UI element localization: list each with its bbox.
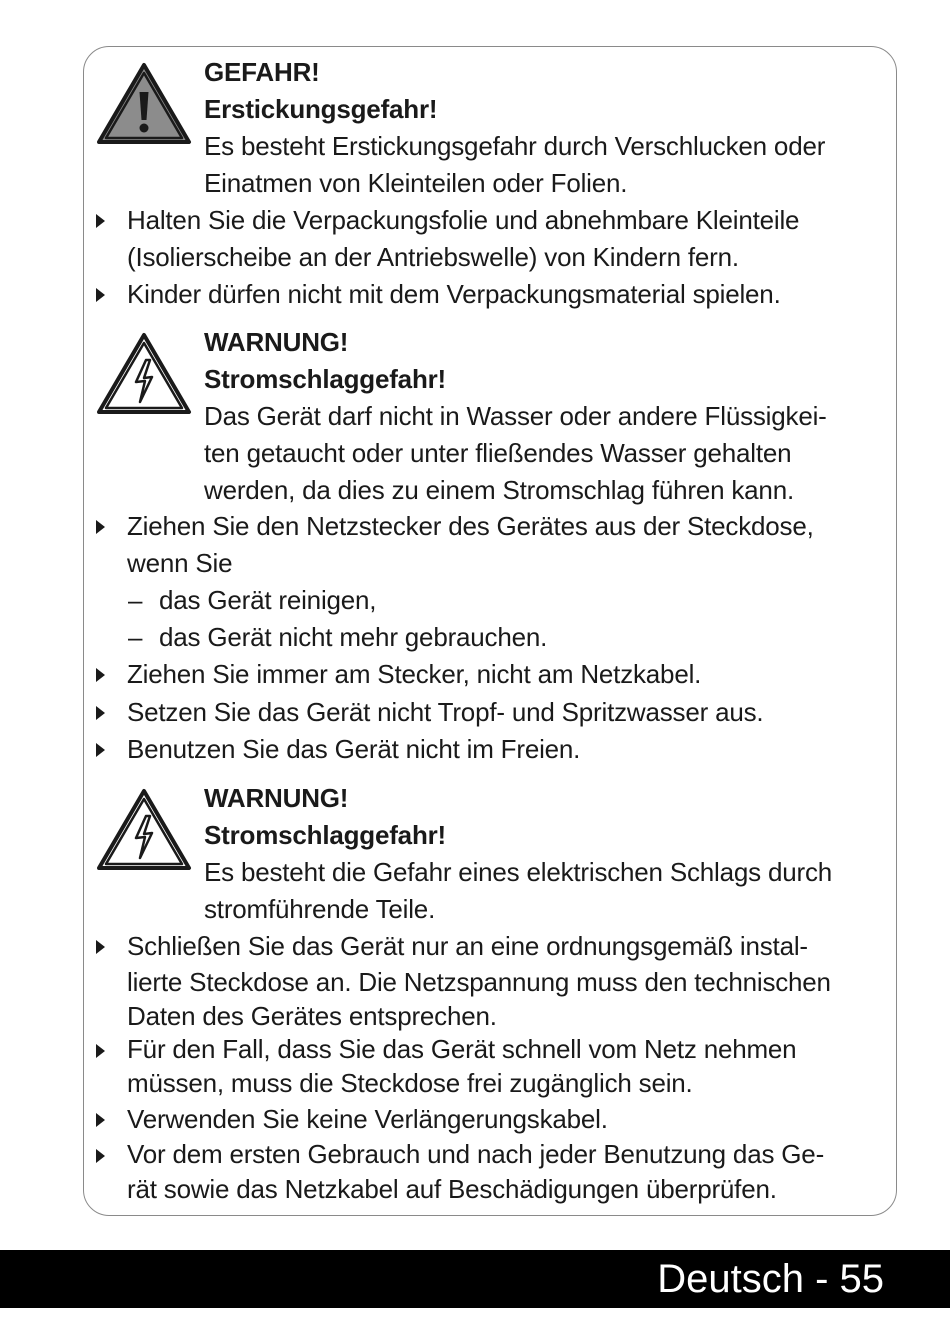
sub-item-text: das Gerät reinigen, (159, 585, 377, 615)
sub-item-text: das Gerät nicht mehr gebrauchen. (159, 622, 548, 652)
danger-text (204, 54, 884, 202)
bullet-arrow-icon (96, 1044, 105, 1058)
bullet-line: Verwenden Sie keine Verlängerungskabel. (127, 1104, 608, 1134)
danger-heading: GEFAHR! (204, 57, 320, 87)
general-danger-icon (96, 62, 192, 146)
danger-line: Es besteht Erstickungsgefahr durch Verschlucken oder (204, 131, 826, 161)
bullet-line: Vor dem ersten Gebrauch und nach jeder Benutzung das Ge- (127, 1139, 825, 1169)
bullet-arrow-icon (96, 940, 105, 954)
bullet-line: Schließen Sie das Gerät nur an eine ordnungsgemäß instal- (127, 931, 808, 961)
bullet-line: Halten Sie die Verpackungsfolie und abnehmbare Kleinteile (127, 205, 800, 235)
bullet-arrow-icon (96, 1113, 105, 1127)
warning-text (204, 780, 884, 928)
dash-marker: – (128, 585, 143, 615)
dash-marker: – (128, 622, 143, 652)
page-footer (0, 1250, 950, 1308)
bullet-line: Kinder dürfen nicht mit dem Verpackungsmaterial spielen. (127, 279, 781, 309)
bullet-arrow-icon (96, 520, 105, 534)
bullet-line: Setzen Sie das Gerät nicht Tropf- und Spritzwasser aus. (127, 697, 764, 727)
warning-heading: WARNUNG! (204, 783, 349, 813)
bullet-arrow-icon (96, 743, 105, 757)
danger-subheading: Erstickungsgefahr! (204, 94, 438, 124)
bullet-line: Ziehen Sie immer am Stecker, nicht am Netzkabel. (127, 659, 702, 689)
bullet-line: müssen, muss die Steckdose frei zugänglich sein. (127, 1068, 693, 1098)
warning-line: Das Gerät darf nicht in Wasser oder andere Flüssigkei- (204, 401, 827, 431)
warning-line: werden, da dies zu einem Stromschlag führen kann. (204, 475, 794, 505)
page-number-label: Deutsch - 55 (657, 1257, 884, 1301)
warning-line: Es besteht die Gefahr eines elektrischen Schlags durch (204, 857, 833, 887)
warning-line: ten getaucht oder unter fließendes Wasser gehalten (204, 438, 792, 468)
bullet-line: lierte Steckdose an. Die Netzspannung muss den technischen (127, 967, 831, 997)
bullet-line: Ziehen Sie den Netzstecker des Gerätes aus der Steckdose, (127, 511, 814, 541)
bullet-arrow-icon (96, 288, 105, 302)
warning-subheading: Stromschlaggefahr! (204, 364, 447, 394)
bullet-line: Benutzen Sie das Gerät nicht im Freien. (127, 734, 581, 764)
electric-shock-icon (96, 332, 192, 416)
bullet-arrow-icon (96, 1149, 105, 1163)
bullet-line: rät sowie das Netzkabel auf Beschädigungen überprüfen. (127, 1174, 777, 1204)
electric-shock-icon (96, 788, 192, 872)
bullet-line: Für den Fall, dass Sie das Gerät schnell vom Netz nehmen (127, 1034, 797, 1064)
warning-line: stromführende Teile. (204, 894, 436, 924)
bullet-line: Daten des Gerätes entsprechen. (127, 1001, 497, 1031)
warning-text (204, 324, 884, 509)
danger-line: Einatmen von Kleinteilen oder Folien. (204, 168, 628, 198)
bullet-line: (Isolierscheibe an der Antriebswelle) von Kindern fern. (127, 242, 739, 272)
bullet-line: wenn Sie (127, 548, 233, 578)
bullet-arrow-icon (96, 668, 105, 682)
warning-subheading: Stromschlaggefahr! (204, 820, 447, 850)
bullet-arrow-icon (96, 214, 105, 228)
warning-heading: WARNUNG! (204, 327, 349, 357)
bullet-arrow-icon (96, 706, 105, 720)
